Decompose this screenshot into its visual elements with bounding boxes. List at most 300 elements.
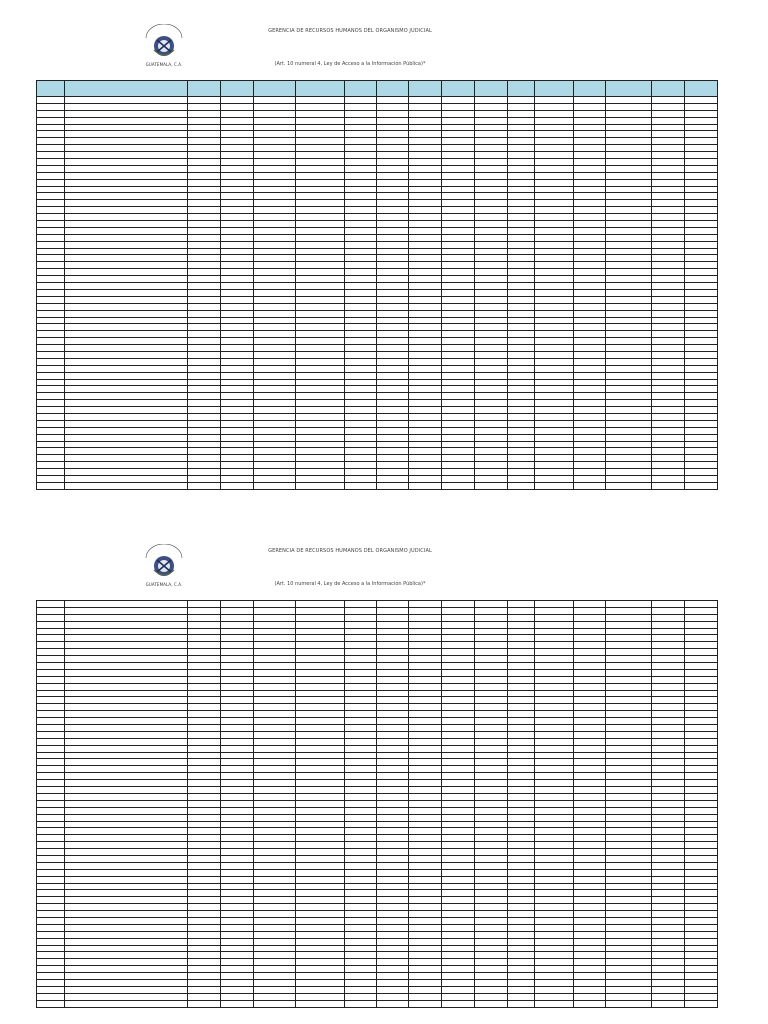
table-cell	[442, 448, 475, 455]
table-cell	[221, 814, 254, 821]
table-cell	[475, 842, 508, 849]
table-row	[37, 351, 718, 358]
table-cell	[508, 455, 535, 462]
table-cell	[574, 262, 606, 269]
table-cell	[475, 897, 508, 904]
table-cell	[535, 828, 574, 835]
table-cell	[254, 241, 296, 248]
table-cell	[377, 656, 409, 663]
table-cell	[652, 159, 685, 166]
header-cell	[606, 81, 652, 97]
table-cell	[508, 193, 535, 200]
table-cell	[475, 773, 508, 780]
table-cell	[442, 931, 475, 938]
table-cell	[254, 959, 296, 966]
table-cell	[254, 179, 296, 186]
table-cell	[606, 979, 652, 986]
table-cell	[221, 759, 254, 766]
table-cell	[606, 289, 652, 296]
table-cell	[345, 938, 377, 945]
table-cell	[409, 124, 442, 131]
table-cell	[221, 365, 254, 372]
table-cell	[508, 752, 535, 759]
table-cell	[475, 917, 508, 924]
table-cell	[65, 358, 188, 365]
table-cell	[535, 455, 574, 462]
table-cell	[345, 635, 377, 642]
table-cell	[377, 911, 409, 918]
table-cell	[254, 324, 296, 331]
table-cell	[37, 669, 65, 676]
table-cell	[442, 365, 475, 372]
table-cell	[377, 482, 409, 489]
table-cell	[652, 704, 685, 711]
table-cell	[652, 379, 685, 386]
table-row	[37, 372, 718, 379]
table-cell	[409, 351, 442, 358]
table-cell	[221, 883, 254, 890]
table-cell	[652, 448, 685, 455]
table-cell	[475, 642, 508, 649]
table-cell	[188, 807, 221, 814]
table-cell	[574, 172, 606, 179]
table-cell	[65, 186, 188, 193]
table-cell	[442, 973, 475, 980]
table-cell	[574, 718, 606, 725]
page-subtitle: (Art. 10 numeral 4, Ley de Acceso a la Información Pública)*	[274, 61, 426, 67]
table-row	[37, 469, 718, 476]
table-cell	[37, 255, 65, 262]
table-cell	[37, 413, 65, 420]
table-cell	[188, 400, 221, 407]
table-cell	[535, 883, 574, 890]
table-cell	[685, 924, 718, 931]
table-cell	[345, 601, 377, 608]
table-cell	[442, 345, 475, 352]
table-cell	[65, 1000, 188, 1007]
table-cell	[442, 393, 475, 400]
table-cell	[409, 635, 442, 642]
table-cell	[652, 358, 685, 365]
table-cell	[475, 835, 508, 842]
table-cell	[685, 393, 718, 400]
table-cell	[535, 338, 574, 345]
table-cell	[535, 731, 574, 738]
table-cell	[254, 979, 296, 986]
table-cell	[606, 945, 652, 952]
table-cell	[574, 117, 606, 124]
table-cell	[296, 849, 345, 856]
table-cell	[508, 269, 535, 276]
table-cell	[377, 752, 409, 759]
table-cell	[475, 855, 508, 862]
table-cell	[652, 752, 685, 759]
table-cell	[685, 835, 718, 842]
table-cell	[65, 165, 188, 172]
table-cell	[377, 690, 409, 697]
table-cell	[574, 979, 606, 986]
table-cell	[65, 124, 188, 131]
table-cell	[606, 718, 652, 725]
table-cell	[37, 434, 65, 441]
table-cell	[652, 262, 685, 269]
table-cell	[508, 711, 535, 718]
table-cell	[188, 262, 221, 269]
table-cell	[65, 331, 188, 338]
table-cell	[254, 165, 296, 172]
table-cell	[37, 448, 65, 455]
table-cell	[574, 738, 606, 745]
table-cell	[345, 172, 377, 179]
table-cell	[574, 917, 606, 924]
table-cell	[65, 842, 188, 849]
table-cell	[606, 255, 652, 262]
table-cell	[652, 683, 685, 690]
table-cell	[296, 110, 345, 117]
table-cell	[574, 649, 606, 656]
table-cell	[221, 324, 254, 331]
table-cell	[535, 372, 574, 379]
table-row	[37, 255, 718, 262]
table-cell	[475, 276, 508, 283]
table-cell	[442, 601, 475, 608]
table-cell	[475, 676, 508, 683]
table-cell	[221, 973, 254, 980]
table-cell	[188, 738, 221, 745]
table-cell	[65, 310, 188, 317]
table-cell	[377, 338, 409, 345]
header-cell	[574, 81, 606, 97]
table-cell	[652, 393, 685, 400]
table-cell	[475, 828, 508, 835]
table-cell	[535, 725, 574, 732]
table-cell	[65, 172, 188, 179]
table-cell	[345, 269, 377, 276]
table-cell	[685, 890, 718, 897]
table-cell	[685, 656, 718, 663]
table-cell	[377, 110, 409, 117]
table-cell	[188, 482, 221, 489]
table-cell	[345, 248, 377, 255]
table-cell	[409, 718, 442, 725]
table-cell	[409, 855, 442, 862]
table-cell	[409, 766, 442, 773]
table-cell	[345, 234, 377, 241]
table-cell	[475, 718, 508, 725]
table-cell	[475, 317, 508, 324]
table-cell	[535, 124, 574, 131]
table-cell	[296, 738, 345, 745]
table-cell	[221, 269, 254, 276]
table-cell	[442, 656, 475, 663]
table-cell	[442, 165, 475, 172]
table-cell	[221, 117, 254, 124]
table-cell	[652, 97, 685, 104]
table-cell	[409, 420, 442, 427]
table-cell	[475, 635, 508, 642]
table-cell	[535, 938, 574, 945]
table-row	[37, 317, 718, 324]
table-cell	[37, 455, 65, 462]
table-cell	[508, 345, 535, 352]
table-cell	[409, 807, 442, 814]
table-cell	[37, 310, 65, 317]
table-cell	[475, 849, 508, 856]
table-cell	[574, 310, 606, 317]
table-cell	[508, 152, 535, 159]
table-cell	[37, 828, 65, 835]
table-cell	[574, 138, 606, 145]
table-cell	[254, 690, 296, 697]
table-cell	[685, 227, 718, 234]
table-cell	[685, 718, 718, 725]
table-cell	[508, 310, 535, 317]
table-row	[37, 420, 718, 427]
table-cell	[377, 469, 409, 476]
table-cell	[475, 303, 508, 310]
table-cell	[652, 814, 685, 821]
table-cell	[606, 475, 652, 482]
table-cell	[254, 200, 296, 207]
table-cell	[685, 221, 718, 228]
table-cell	[652, 1000, 685, 1007]
table-cell	[37, 869, 65, 876]
table-cell	[37, 317, 65, 324]
table-cell	[254, 862, 296, 869]
table-cell	[37, 842, 65, 849]
table-cell	[508, 704, 535, 711]
table-cell	[409, 828, 442, 835]
table-cell	[188, 338, 221, 345]
table-cell	[442, 310, 475, 317]
table-cell	[221, 890, 254, 897]
table-cell	[652, 138, 685, 145]
table-cell	[345, 718, 377, 725]
table-cell	[37, 601, 65, 608]
table-cell	[409, 358, 442, 365]
table-cell	[652, 649, 685, 656]
table-row	[37, 959, 718, 966]
table-cell	[508, 938, 535, 945]
table-cell	[296, 676, 345, 683]
table-cell	[65, 697, 188, 704]
table-cell	[345, 876, 377, 883]
table-cell	[296, 200, 345, 207]
table-cell	[475, 345, 508, 352]
table-cell	[685, 635, 718, 642]
table-cell	[606, 413, 652, 420]
table-cell	[606, 828, 652, 835]
table-cell	[345, 959, 377, 966]
table-cell	[652, 413, 685, 420]
table-cell	[221, 793, 254, 800]
table-cell	[37, 952, 65, 959]
table-cell	[475, 601, 508, 608]
table-cell	[606, 97, 652, 104]
table-cell	[37, 780, 65, 787]
table-cell	[221, 124, 254, 131]
table-cell	[574, 186, 606, 193]
table-cell	[508, 331, 535, 338]
table-cell	[652, 221, 685, 228]
table-cell	[254, 455, 296, 462]
table-row	[37, 904, 718, 911]
table-cell	[606, 766, 652, 773]
table-cell	[574, 676, 606, 683]
table-cell	[254, 186, 296, 193]
table-cell	[652, 855, 685, 862]
header-cell	[652, 81, 685, 97]
table-cell	[535, 952, 574, 959]
table-cell	[254, 649, 296, 656]
table-cell	[377, 959, 409, 966]
table-cell	[409, 745, 442, 752]
table-cell	[574, 807, 606, 814]
table-cell	[508, 869, 535, 876]
table-cell	[188, 966, 221, 973]
table-cell	[574, 849, 606, 856]
table-cell	[221, 145, 254, 152]
table-cell	[37, 849, 65, 856]
table-cell	[377, 358, 409, 365]
table-cell	[37, 276, 65, 283]
table-cell	[65, 807, 188, 814]
table-cell	[574, 656, 606, 663]
table-cell	[409, 145, 442, 152]
table-cell	[65, 897, 188, 904]
table-cell	[409, 345, 442, 352]
table-cell	[221, 152, 254, 159]
table-cell	[574, 462, 606, 469]
table-cell	[345, 711, 377, 718]
table-cell	[377, 386, 409, 393]
table-cell	[652, 890, 685, 897]
table-row	[37, 227, 718, 234]
table-cell	[442, 296, 475, 303]
table-cell	[188, 766, 221, 773]
table-cell	[377, 255, 409, 262]
table-cell	[508, 482, 535, 489]
table-cell	[377, 207, 409, 214]
table-cell	[442, 663, 475, 670]
table-cell	[65, 234, 188, 241]
table-row	[37, 186, 718, 193]
table-cell	[535, 214, 574, 221]
table-cell	[345, 855, 377, 862]
table-cell	[65, 400, 188, 407]
table-cell	[65, 110, 188, 117]
table-cell	[535, 890, 574, 897]
table-cell	[574, 711, 606, 718]
table-cell	[442, 842, 475, 849]
table-cell	[409, 917, 442, 924]
table-cell	[65, 745, 188, 752]
table-row	[37, 683, 718, 690]
table-cell	[685, 725, 718, 732]
table-cell	[606, 269, 652, 276]
table-cell	[535, 241, 574, 248]
table-cell	[409, 780, 442, 787]
table-cell	[377, 345, 409, 352]
table-cell	[535, 738, 574, 745]
table-cell	[377, 849, 409, 856]
table-cell	[296, 351, 345, 358]
table-cell	[442, 704, 475, 711]
table-cell	[221, 738, 254, 745]
table-cell	[409, 455, 442, 462]
table-row	[37, 814, 718, 821]
table-cell	[188, 317, 221, 324]
court-seal-icon	[140, 24, 188, 62]
table-cell	[606, 165, 652, 172]
table-cell	[409, 482, 442, 489]
table-cell	[606, 917, 652, 924]
table-cell	[685, 773, 718, 780]
table-cell	[475, 386, 508, 393]
table-cell	[652, 441, 685, 448]
table-cell	[345, 800, 377, 807]
table-cell	[345, 966, 377, 973]
table-cell	[606, 924, 652, 931]
table-cell	[685, 324, 718, 331]
table-cell	[377, 103, 409, 110]
table-cell	[221, 642, 254, 649]
logo-caption: GUATEMALA, C.A.	[145, 62, 183, 67]
table-cell	[475, 420, 508, 427]
table-cell	[409, 890, 442, 897]
table-row	[37, 283, 718, 290]
table-cell	[652, 276, 685, 283]
table-cell	[221, 214, 254, 221]
table-cell	[409, 628, 442, 635]
table-cell	[652, 986, 685, 993]
table-cell	[377, 973, 409, 980]
table-cell	[37, 793, 65, 800]
table-cell	[37, 179, 65, 186]
table-cell	[535, 117, 574, 124]
table-cell	[574, 725, 606, 732]
table-cell	[345, 793, 377, 800]
table-cell	[606, 780, 652, 787]
table-cell	[37, 628, 65, 635]
table-cell	[685, 475, 718, 482]
table-cell	[652, 635, 685, 642]
table-cell	[574, 683, 606, 690]
table-cell	[475, 97, 508, 104]
table-cell	[296, 1000, 345, 1007]
table-cell	[221, 462, 254, 469]
table-cell	[65, 917, 188, 924]
table-cell	[535, 745, 574, 752]
court-seal-logo	[140, 24, 188, 68]
table-cell	[409, 296, 442, 303]
table-cell	[442, 725, 475, 732]
table-cell	[65, 814, 188, 821]
table-cell	[37, 400, 65, 407]
table-cell	[65, 448, 188, 455]
table-cell	[409, 365, 442, 372]
table-cell	[652, 110, 685, 117]
table-cell	[345, 869, 377, 876]
table-cell	[409, 690, 442, 697]
table-cell	[254, 152, 296, 159]
table-cell	[296, 379, 345, 386]
table-cell	[221, 159, 254, 166]
table-cell	[685, 407, 718, 414]
table-cell	[254, 400, 296, 407]
table-cell	[574, 351, 606, 358]
table-cell	[574, 855, 606, 862]
